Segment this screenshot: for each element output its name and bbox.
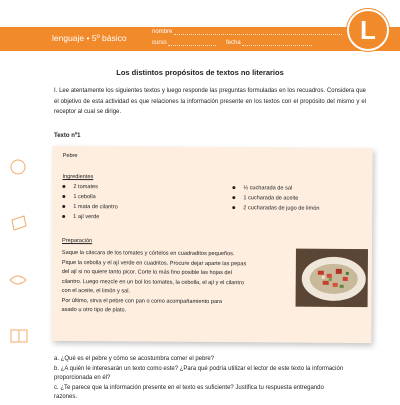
ingredient-item: 1 cucharada de aceite — [232, 195, 298, 201]
question-b: b. ¿A quién le interesarán un texto como este? ¿Para qué podría utilizar el lector de este texto la información — [54, 365, 344, 372]
ingredient-item: 1 ají verde — [62, 214, 99, 220]
date-label: fecha — [226, 40, 241, 46]
name-field[interactable] — [152, 29, 342, 35]
preparation-line: asado u otro tipo de plato. — [61, 306, 127, 314]
ingredient-item: 1 cebolla — [62, 194, 95, 200]
preparation-heading: Preparación — [62, 237, 93, 245]
preparation-line: cilantro. Luego mezcle en un bol los tomates, la cebolla, el ají y el cilantro — [61, 278, 244, 286]
ingredient-item: ½ cucharada de sal — [232, 185, 292, 191]
question-c: c. ¿Te parece que la información presente en el texto es suficiente? Justifica tu respuesta entregando — [54, 384, 324, 391]
doodle-icons — [0, 140, 40, 400]
preparation-line: Por último, sirva el pebre con pan o como acompañamiento para — [61, 297, 223, 305]
instructions: I. Lee atentamente los siguientes textos y luego responde las preguntas formuladas en los recuadros. Considera que el objetivo de esta actividad es que relaciones la información presente en los textos con el propósito del mismo y el receptor al cual se dirige. — [54, 88, 366, 115]
preparation-line: del ají si no quiere tanto picor. Corte lo más fino posible las hojas del — [61, 268, 232, 277]
ingredient-item: 2 tomates — [62, 184, 98, 190]
subject-logo: L — [347, 9, 389, 51]
name-label: nombre — [152, 29, 173, 35]
question-c-continued: razones. — [54, 394, 78, 400]
preparation-line: Saque la cáscara de los tomates y córtelos en cuadraditos pequeños. — [61, 249, 235, 258]
header-band — [0, 27, 400, 51]
questions-block — [54, 355, 374, 403]
pebre-photo — [296, 249, 368, 308]
preparation-line: Pique la cebolla y el ají verde en cuadritos. Procure dejar aparte las pepas — [61, 259, 247, 267]
question-b-continued: proporcionada en él? — [54, 375, 111, 381]
preparation-line: con el aceite, el limón y sal. — [61, 287, 131, 295]
text-number-label: Texto nº1 — [54, 133, 81, 139]
date-field[interactable] — [226, 40, 312, 46]
question-a: a. ¿Qué es el pebre y cómo se acostumbra comer el pebre? — [54, 356, 215, 362]
course-field[interactable] — [152, 40, 216, 46]
recipe-card — [51, 146, 372, 343]
subject-label: lenguaje • 5º básico — [52, 33, 127, 43]
ingredients-heading: Ingredientes — [62, 173, 94, 181]
pebre-bowl-image — [296, 249, 368, 308]
recipe-name: Pebre — [62, 152, 78, 160]
preparation-text — [62, 249, 282, 317]
margin-decoration — [0, 140, 40, 400]
worksheet-title: Los distintos propósitos de textos no literarios — [116, 68, 284, 77]
ingredient-item: 2 cucharadas de jugo de limón — [232, 205, 319, 212]
course-label: curso — [152, 40, 167, 46]
ingredient-item: 1 mata de cilantro — [62, 204, 118, 210]
